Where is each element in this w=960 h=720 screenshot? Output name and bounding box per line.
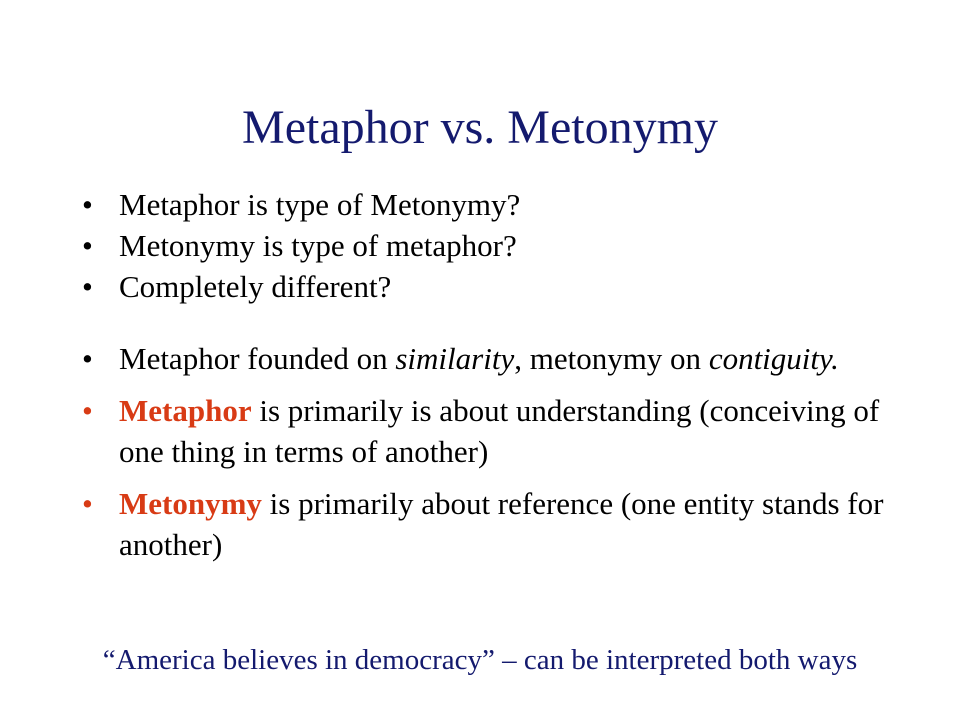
question-item bbox=[78, 184, 918, 225]
metonymy-point bbox=[78, 483, 918, 565]
metaphor-description: is primarily is about understanding (conceiving of one thing in terms of another) bbox=[119, 393, 880, 469]
bullet-icon: • bbox=[82, 486, 93, 521]
question-list bbox=[78, 184, 918, 307]
bullet-icon: • bbox=[82, 341, 93, 376]
similarity-point bbox=[78, 338, 918, 379]
slide-title: Metaphor vs. Metonymy bbox=[242, 101, 718, 154]
metaphor-term: Metaphor bbox=[119, 393, 252, 428]
metaphor-point bbox=[78, 390, 918, 472]
similarity-text-middle: , metonymy on bbox=[514, 341, 709, 376]
example-footer: “America believes in democracy” – can be interpreted both ways bbox=[102, 644, 858, 676]
metonymy-term: Metonymy bbox=[119, 486, 262, 521]
bullet-icon: • bbox=[82, 187, 93, 222]
question-item bbox=[78, 266, 918, 307]
question-text: Metonymy is type of metaphor? bbox=[119, 228, 517, 263]
bullet-icon: • bbox=[82, 228, 93, 263]
question-text: Completely different? bbox=[119, 269, 392, 304]
explanation-list bbox=[78, 338, 918, 576]
metonymy-description: is primarily about reference (one entity stands for another) bbox=[119, 486, 884, 562]
bullet-icon: • bbox=[82, 269, 93, 304]
bullet-icon: • bbox=[82, 393, 93, 428]
contiguity-term: contiguity. bbox=[708, 341, 839, 376]
similarity-term: similarity bbox=[395, 341, 515, 376]
question-item bbox=[78, 225, 918, 266]
question-text: Metaphor is type of Metonymy? bbox=[119, 187, 521, 222]
similarity-text-before: Metaphor founded on bbox=[119, 341, 396, 376]
